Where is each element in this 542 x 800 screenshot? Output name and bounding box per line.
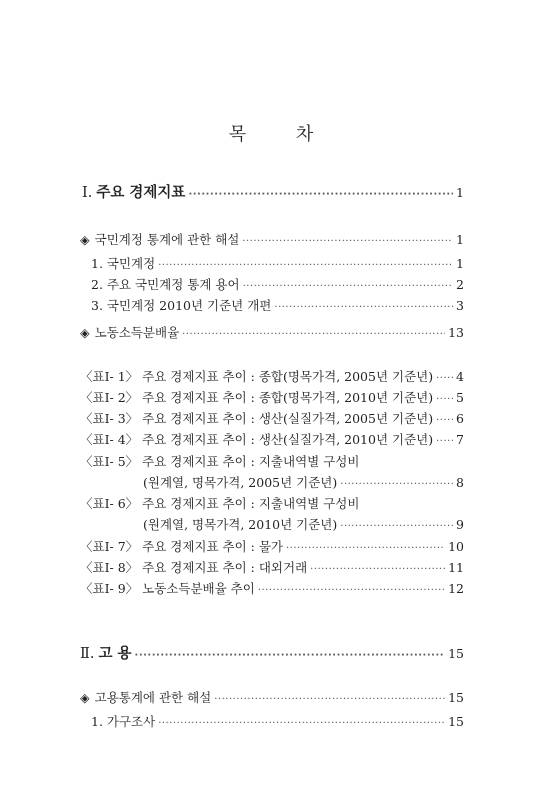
leader-dots (436, 392, 453, 408)
toc-chapter-1[interactable] (82, 185, 464, 203)
page-number: 15 (448, 714, 464, 729)
table-label: 주요 경제지표 추이 : 지출내역별 구성비 (142, 454, 360, 469)
chapter-label: 주요 경제지표 (96, 185, 186, 201)
page-number: 4 (456, 369, 464, 384)
toc-table-entry[interactable] (80, 411, 464, 429)
table-id: 〈표Ⅰ- 5〉 (80, 454, 139, 469)
diamond-icon: ◈ (80, 690, 90, 705)
table-id: 〈표Ⅰ- 8〉 (80, 560, 139, 575)
leader-dots (135, 648, 446, 664)
page-number: 9 (456, 517, 464, 532)
leader-dots (243, 279, 453, 295)
table-label: 주요 경제지표 추이 : 지출내역별 구성비 (142, 496, 360, 511)
page-number: 6 (456, 411, 464, 426)
chapter-number: Ⅰ. (82, 185, 93, 201)
toc-subsection[interactable] (91, 277, 464, 295)
leader-dots (158, 258, 453, 274)
toc-table-entry[interactable] (80, 539, 464, 557)
leader-dots (258, 583, 445, 599)
table-id: 〈표Ⅰ- 9〉 (80, 581, 139, 596)
table-id: 〈표Ⅰ- 6〉 (80, 496, 139, 511)
toc-table-entry[interactable] (80, 369, 464, 387)
page-number: 8 (456, 475, 464, 490)
section-label: 국민계정 통계에 관한 해설 (94, 232, 240, 247)
subsection-label: 1. 가구조사 (91, 714, 156, 729)
subsection-label: 1. 국민계정 (91, 256, 156, 271)
table-label: 주요 경제지표 추이 : 종합(명목가격, 2005년 기준년) (142, 369, 434, 384)
toc-section[interactable] (80, 690, 464, 708)
toc-table-entry[interactable] (80, 496, 359, 512)
toc-section[interactable] (80, 232, 464, 250)
subsection-label: 2. 주요 국민계정 통계 용어 (91, 277, 240, 292)
toc-title: 목 차 (228, 124, 336, 145)
page-number: 1 (456, 185, 464, 200)
page-number: 12 (448, 581, 464, 596)
table-label: (원계열, 명목가격, 2010년 기준년) (143, 517, 338, 532)
page-number: 1 (456, 232, 464, 247)
leader-dots (286, 541, 445, 557)
leader-dots (310, 562, 445, 578)
leader-dots (436, 371, 453, 387)
table-id: 〈표Ⅰ- 4〉 (80, 432, 139, 447)
page-number: 15 (448, 690, 464, 705)
table-id: 〈표Ⅰ- 1〉 (80, 369, 139, 384)
toc-table-entry[interactable] (80, 560, 464, 578)
page-number: 5 (456, 390, 464, 405)
leader-dots (436, 413, 453, 429)
leader-dots (242, 234, 453, 250)
page-number: 2 (456, 277, 464, 292)
toc-section[interactable] (80, 325, 464, 343)
chapter-number: Ⅱ. (80, 646, 95, 662)
page-number: 11 (448, 560, 464, 575)
diamond-icon: ◈ (80, 325, 90, 340)
section-label: 고용통계에 관한 해설 (94, 690, 212, 705)
leader-dots (340, 519, 453, 535)
table-label: 주요 경제지표 추이 : 대외거래 (142, 560, 308, 575)
page-number: 15 (448, 646, 464, 661)
section-label: 노동소득분배율 (94, 325, 180, 340)
leader-dots (182, 327, 445, 343)
toc-subsection[interactable] (91, 256, 464, 274)
toc-table-entry[interactable] (80, 581, 464, 599)
toc-chapter-2[interactable] (80, 646, 464, 664)
toc-table-entry[interactable] (80, 432, 464, 450)
toc-table-entry[interactable] (80, 390, 464, 408)
subsection-label: 3. 국민계정 2010년 기준년 개편 (91, 298, 272, 313)
table-label: 주요 경제지표 추이 : 물가 (142, 539, 284, 554)
leader-dots (340, 477, 453, 493)
table-label: 주요 경제지표 추이 : 생산(실질가격, 2005년 기준년) (142, 411, 434, 426)
table-id: 〈표Ⅰ- 7〉 (80, 539, 139, 554)
table-label: 주요 경제지표 추이 : 생산(실질가격, 2010년 기준년) (142, 432, 434, 447)
table-label: 주요 경제지표 추이 : 종합(명목가격, 2010년 기준년) (142, 390, 434, 405)
table-label: 노동소득분배율 추이 (142, 581, 255, 596)
toc-subsection[interactable] (91, 298, 464, 316)
diamond-icon: ◈ (80, 232, 90, 247)
page-number: 1 (456, 256, 464, 271)
leader-dots (214, 692, 445, 708)
page-number: 3 (456, 298, 464, 313)
table-id: 〈표Ⅰ- 3〉 (80, 411, 139, 426)
toc-table-continuation[interactable] (143, 475, 464, 493)
page-number: 10 (448, 539, 464, 554)
leader-dots (274, 300, 453, 316)
leader-dots (188, 187, 453, 203)
toc-table-entry[interactable] (80, 454, 359, 470)
toc-subsection[interactable] (91, 714, 464, 732)
leader-dots (158, 716, 445, 732)
page-number: 7 (456, 432, 464, 447)
chapter-label: 고 용 (98, 646, 132, 662)
table-label: (원계열, 명목가격, 2005년 기준년) (143, 475, 338, 490)
leader-dots (436, 434, 453, 450)
toc-table-continuation[interactable] (143, 517, 464, 535)
table-id: 〈표Ⅰ- 2〉 (80, 390, 139, 405)
page-number: 13 (448, 325, 464, 340)
